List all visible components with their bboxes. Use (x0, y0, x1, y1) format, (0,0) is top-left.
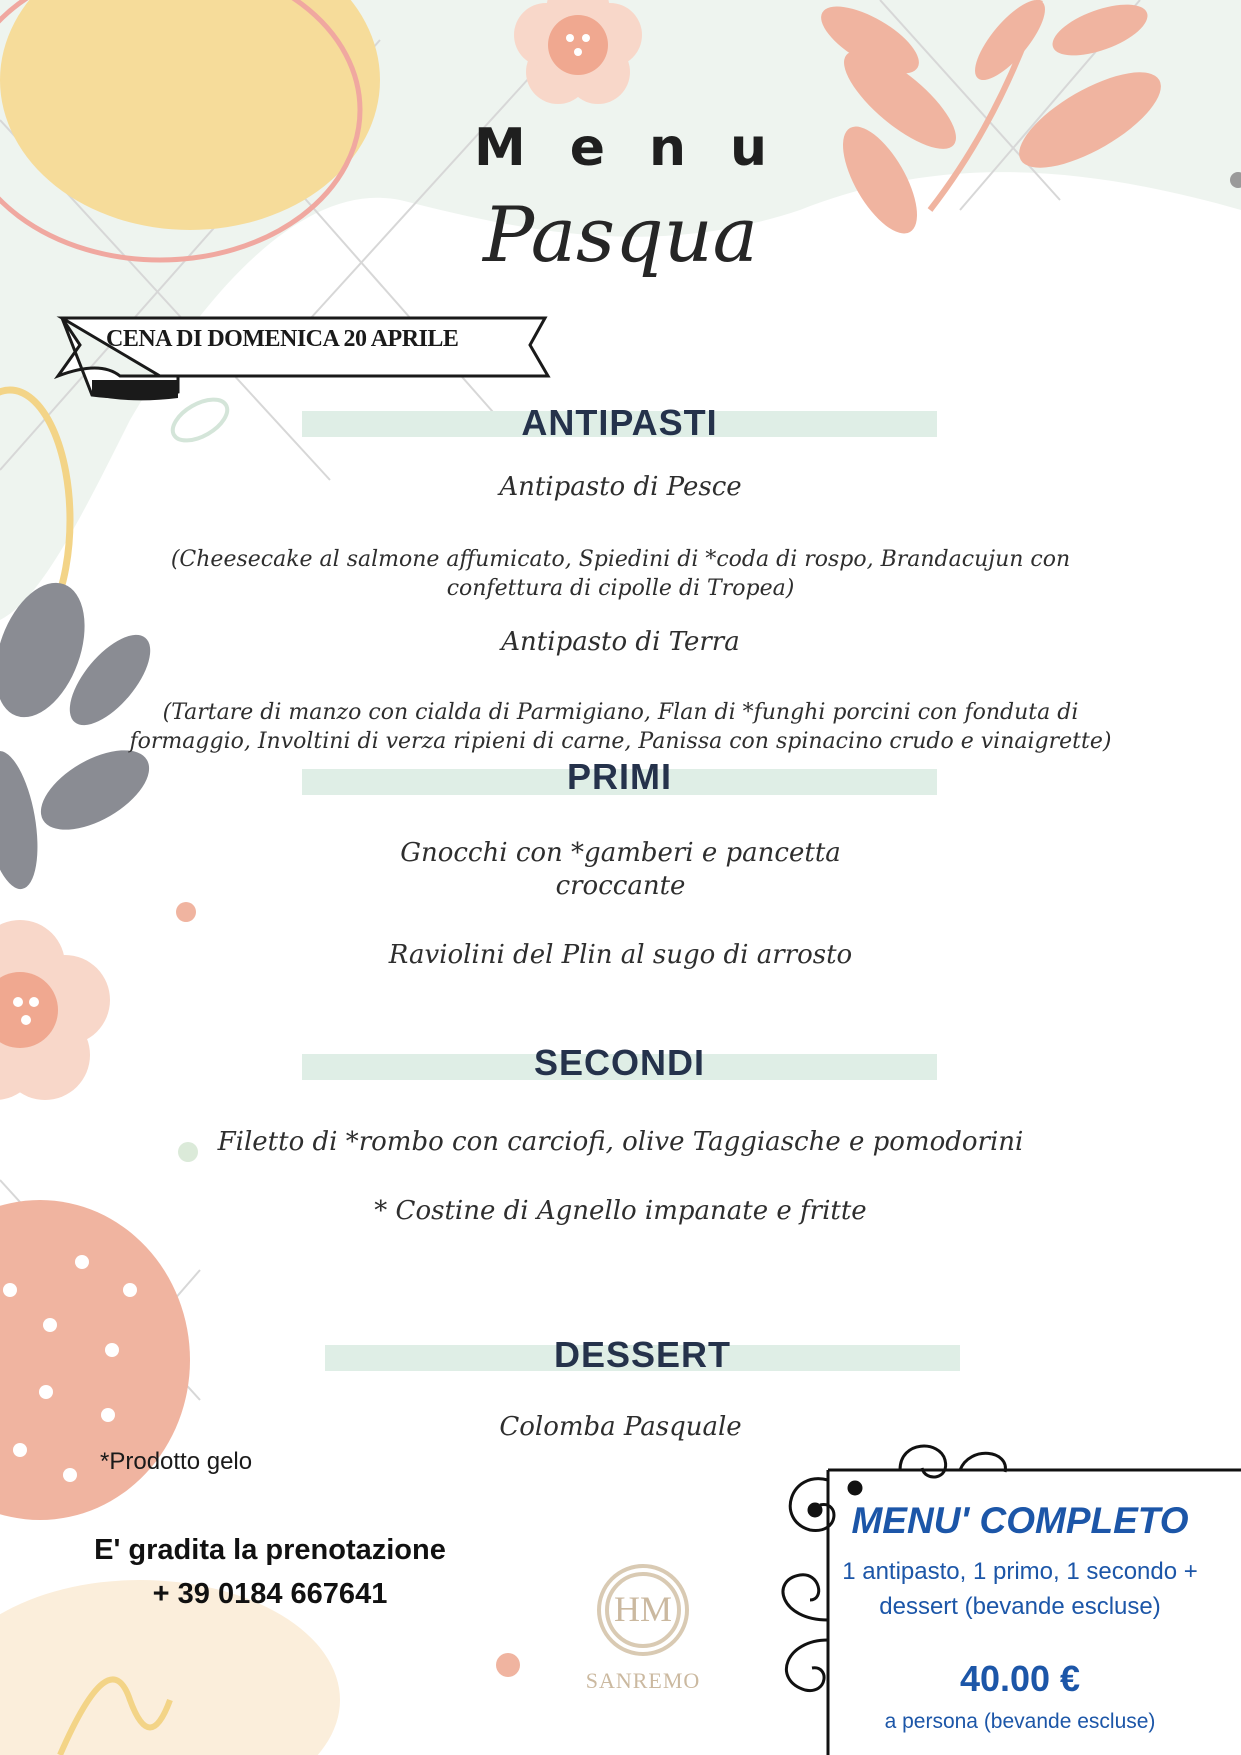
dish-desc-pesce-line1: (Cheesecake al salmone affumicato, Spiedini di *coda di rospo, Brandacujun con (170, 547, 1071, 572)
complete-menu-title: MENU' COMPLETO (851, 1500, 1189, 1541)
section-title-dessert: DESSERT (553, 1334, 732, 1375)
reservation-phone: + 39 0184 667641 (152, 1578, 388, 1610)
dish-desc-pesce-line2: confettura di cipolle di Tropea) (446, 576, 795, 601)
section-title-primi: PRIMI (566, 756, 672, 797)
complete-menu-desc-line2: dessert (bevande escluse) (879, 1593, 1161, 1620)
dish-rombo: Filetto di *rombo con carciofi, olive Taggiasche e pomodorini (217, 1127, 1024, 1157)
complete-menu-desc (820, 1554, 1220, 1624)
dish-gnocchi-line1: Gnocchi con *gamberi e pancetta (400, 838, 841, 868)
logo-initials: HM (613, 1589, 672, 1629)
logo-text: SANREMO (585, 1668, 701, 1693)
section-title-secondi: SECONDI (533, 1042, 706, 1083)
reservation-info (60, 1528, 480, 1616)
complete-menu-desc-line1: 1 antipasto, 1 primo, 1 secondo + (842, 1558, 1198, 1585)
dish-colomba: Colomba Pasquale (499, 1412, 742, 1442)
dish-gnocchi-line2: croccante (555, 871, 686, 901)
dish-costine: * Costine di Agnello impanate e fritte (374, 1196, 867, 1226)
menu-price: 40.00 € (959, 1658, 1081, 1699)
event-date-ribbon: CENA DI DOMENICA 20 APRILE (106, 326, 459, 352)
dish-desc-terra-line2: formaggio, Involtini di verza ripieni di carne, Panissa con spinacino crudo e vinaigrette) (129, 729, 1112, 754)
dish-desc-terra-line1: (Tartare di manzo con cialda di Parmigiano, Flan di *funghi porcini con fonduta di (162, 700, 1079, 725)
dish-antipasto-pesce: Antipasto di Pesce (499, 472, 742, 502)
dish-antipasto-terra: Antipasto di Terra (501, 627, 740, 657)
frozen-product-note: *Prodotto gelo (100, 1448, 253, 1475)
page-title-pasqua: Pasqua (483, 190, 758, 279)
price-note: a persona (bevande escluse) (884, 1710, 1156, 1733)
page-title-menu: Menu (473, 118, 812, 178)
section-title-antipasti: ANTIPASTI (521, 402, 718, 443)
dish-raviolini: Raviolini del Plin al sugo di arrosto (388, 940, 853, 970)
reservation-text: E' gradita la prenotazione (94, 1534, 446, 1566)
